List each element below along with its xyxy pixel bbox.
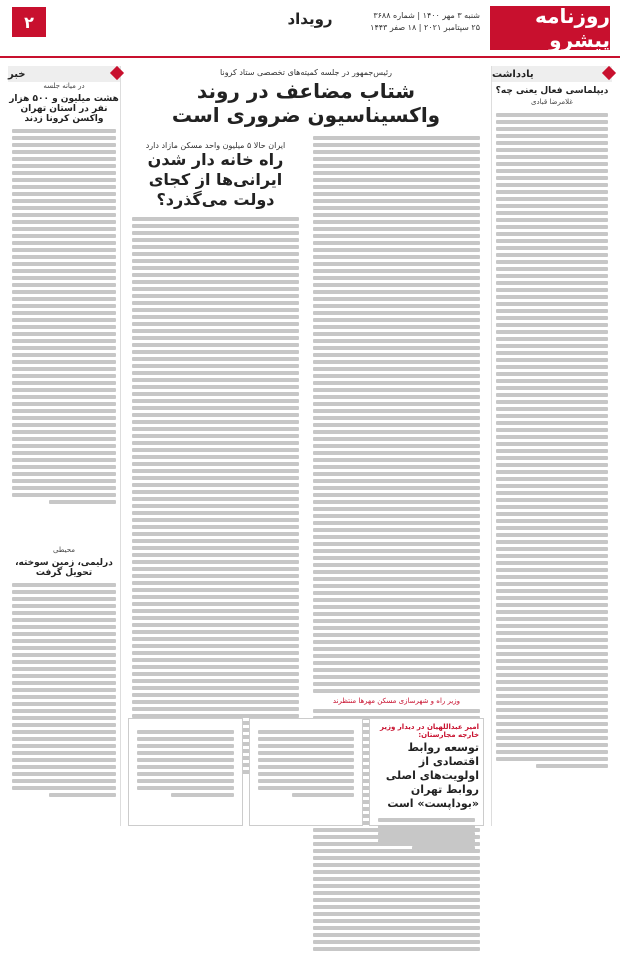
- feature-title: راه خانه دار شدن ایرانی‌ها از کجای دولت می‌گذرد؟: [147, 150, 284, 209]
- right-column-header-label: یادداشت: [492, 68, 534, 80]
- right-article-body: [492, 110, 612, 810]
- main-area: [128, 66, 484, 826]
- bottom-boxes: [128, 718, 484, 826]
- main-col-b: [128, 133, 303, 954]
- left-item1-body: [8, 126, 120, 546]
- main-headline: شتاب مضاعف در روند واکسیناسیون ضروری است: [171, 79, 441, 127]
- pullquote: وزیر راه و شهرسازی مسکن مهرها منتظرند: [332, 697, 461, 705]
- left-column: [8, 66, 121, 826]
- bottom-box-2: [249, 718, 364, 826]
- bottom-box-1-body: [374, 815, 479, 853]
- bottom-box-1-kicker: امیر عبداللهیان در دیدار وزیر خارجه مجارستان:: [379, 723, 479, 739]
- right-column-header: [492, 66, 612, 82]
- feature-body: [128, 214, 303, 777]
- diamond-icon: [110, 66, 124, 80]
- bottom-box-1: [369, 718, 484, 826]
- section-title: رویداد: [287, 10, 333, 28]
- feature-block: [128, 141, 303, 210]
- feature-kicker: ایران حالا ۵ میلیون واحد مسکن مازاد دارد: [145, 141, 286, 150]
- left-item1-kicker: در میانه جلسه: [43, 82, 85, 90]
- left-item1-title: هشت میلیون و ۵۰۰ هزار نفر در استان تهران واکسن کرونا زدند: [9, 94, 119, 124]
- right-column: [491, 66, 612, 826]
- masthead: [0, 0, 620, 58]
- bottom-box-3-body: [133, 727, 238, 800]
- left-item2-title: درلیمی، زمین سوخته، تحویل گرفت: [15, 558, 113, 578]
- right-article-title: دیپلماسی فعال یعنی چه؟: [495, 86, 609, 96]
- right-article-author: غلامرضا قبادی: [531, 98, 573, 106]
- bottom-box-1-title: توسعه روابط اقتصادی از اولویت‌های اصلی روابط تهران «بوداپست» است: [385, 741, 479, 810]
- left-item2-kicker: محیطی: [53, 546, 75, 554]
- page-number: ۲: [12, 7, 46, 37]
- date-line-1: شنبه ۳ مهر ۱۴۰۰ | شماره ۳۶۸۸: [373, 11, 480, 20]
- left-column-header: [8, 66, 120, 82]
- logo: روزنامه پیشرو: [490, 6, 610, 50]
- left-item2-body: [8, 580, 120, 820]
- left-column-header-label: خبر: [8, 68, 26, 80]
- main-kicker: رئیس‌جمهور در جلسه کمیته‌های تخصصی ستاد کرونا: [220, 68, 392, 77]
- date-line-2: ۲۵ سپتامبر ۲۰۲۱ | ۱۸ صفر ۱۴۴۳: [370, 23, 480, 32]
- bottom-box-3: [128, 718, 243, 826]
- bottom-box-2-body: [254, 727, 359, 800]
- diamond-icon: [602, 66, 616, 80]
